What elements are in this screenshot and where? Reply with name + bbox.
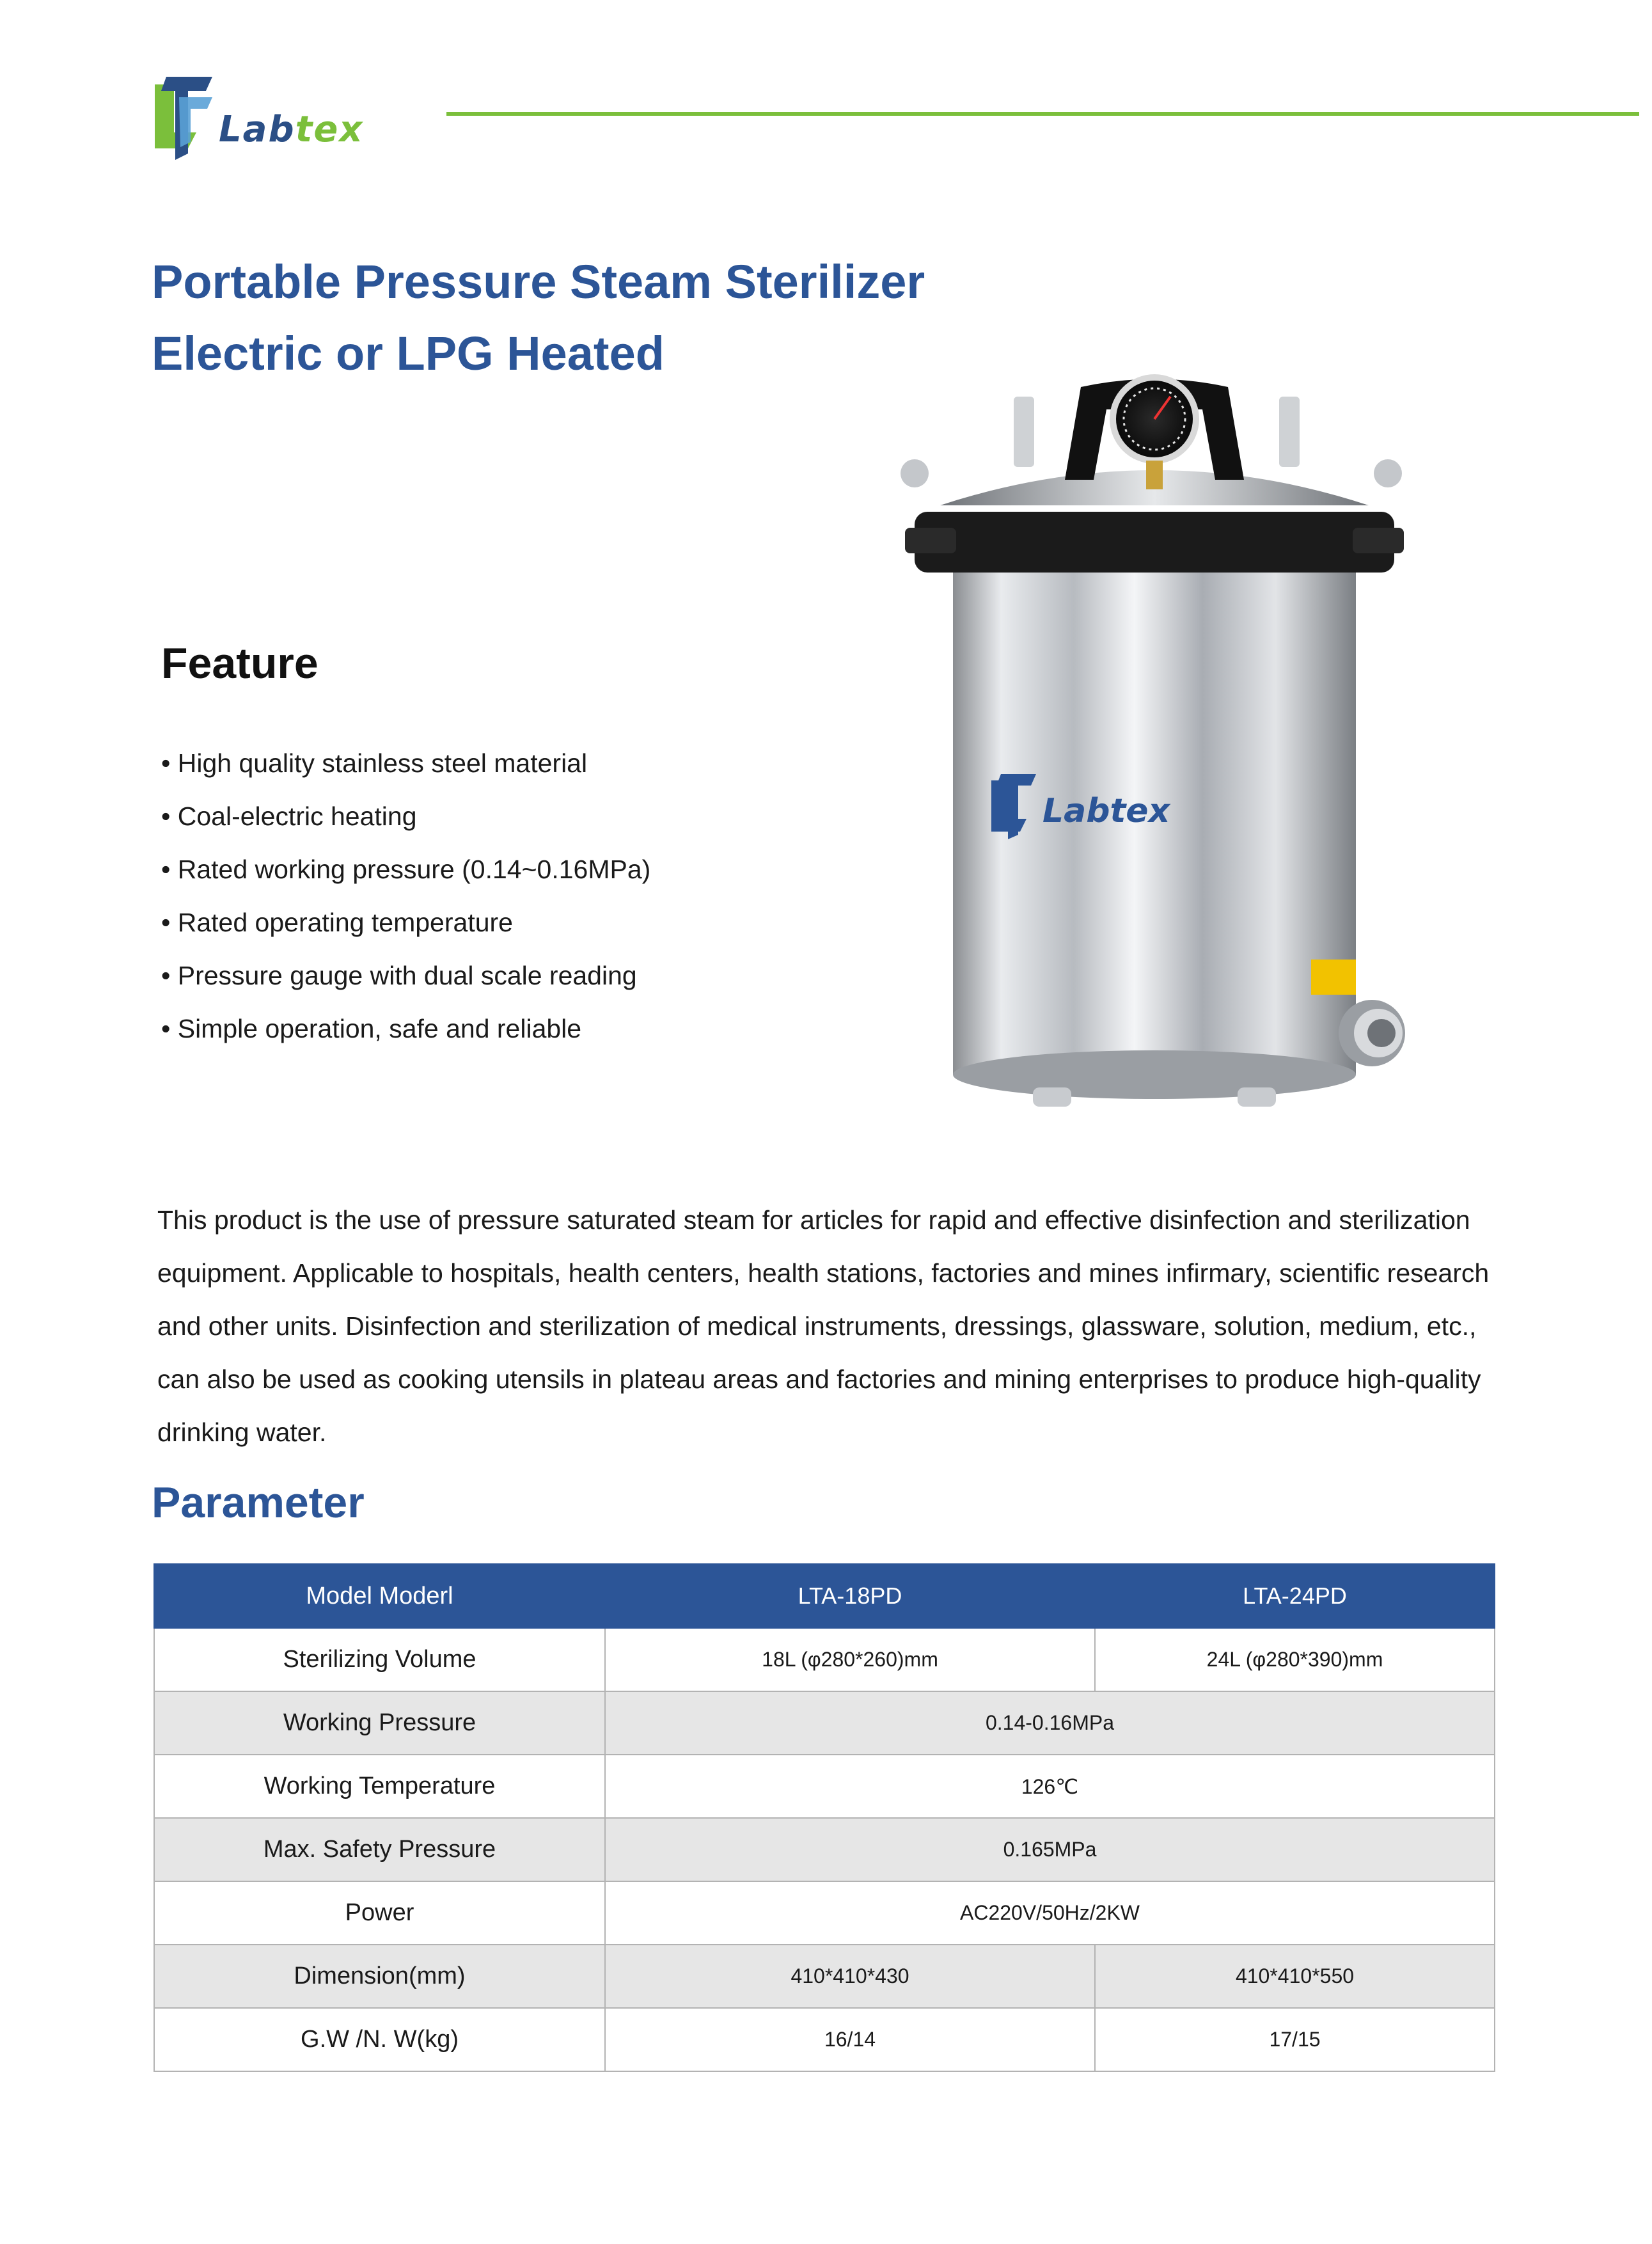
page-subtitle: Electric or LPG Heated (152, 327, 665, 380)
product-description: This product is the use of pressure saturated steam for articles for rapid and effective disinfection and sterilization equipment. Applicable to hospitals, health centers, health stations, factories and mines infirmary, scientific research and other units. Disinfection and sterilization of medical instruments, dressings, glassware, solution, medium, etc., can also be used as cooking utensils in plateau areas and factories and mining enterprises to produce high-quality drinking water. (157, 1205, 1490, 1447)
feature-item: • Rated operating temperature (161, 896, 650, 949)
row-label: G.W /N. W(kg) (154, 2008, 605, 2071)
row-value: 126℃ (605, 1755, 1495, 1818)
parameter-table (153, 1563, 1495, 2072)
row-value: 410*410*430 (605, 1945, 1095, 2008)
table-row (154, 1818, 1495, 1881)
table-row (154, 1628, 1495, 1691)
row-value: 0.165MPa (605, 1818, 1495, 1881)
feature-item: • Coal-electric heating (161, 790, 650, 843)
labtex-logo-mark-icon (148, 72, 219, 161)
table-header-row (154, 1564, 1495, 1628)
row-label: Working Pressure (154, 1691, 605, 1755)
feature-item: • High quality stainless steel material (161, 737, 650, 790)
row-value: 0.14-0.16MPa (605, 1691, 1495, 1755)
brand-wordmark-lab: Lab (219, 109, 295, 150)
sterilizer-illustration-icon (870, 371, 1433, 1126)
feature-item: • Rated working pressure (0.14~0.16MPa) (161, 843, 650, 896)
row-value: AC220V/50Hz/2KW (605, 1881, 1495, 1945)
sterilizer-logo-text: Labtex (1042, 792, 1170, 830)
brand-wordmark-tex: tex (295, 109, 364, 150)
parameter-heading: Parameter (152, 1478, 365, 1527)
row-label: Power (154, 1881, 605, 1945)
feature-item: • Pressure gauge with dual scale reading (161, 949, 650, 1002)
table-row (154, 1755, 1495, 1818)
feature-list (161, 737, 650, 1055)
table-row (154, 1691, 1495, 1755)
row-label: Dimension(mm) (154, 1945, 605, 2008)
brand-wordmark (219, 109, 363, 150)
row-value: 24L (φ280*390)mm (1095, 1628, 1495, 1691)
row-label: Sterilizing Volume (154, 1628, 605, 1691)
table-row (154, 2008, 1495, 2071)
brand-logo (148, 72, 379, 161)
header-divider (446, 112, 1639, 116)
row-value: 16/14 (605, 2008, 1095, 2071)
row-value: 410*410*550 (1095, 1945, 1495, 2008)
table-header-cell: LTA-24PD (1095, 1564, 1495, 1628)
page-title: Portable Pressure Steam Sterilizer (152, 255, 925, 308)
row-value: 17/15 (1095, 2008, 1495, 2071)
table-header-cell: Model Moderl (154, 1564, 605, 1628)
pressure-steam-sterilizer-image (870, 371, 1433, 1126)
table-row (154, 1945, 1495, 2008)
row-label: Working Temperature (154, 1755, 605, 1818)
table-row (154, 1881, 1495, 1945)
row-label: Max. Safety Pressure (154, 1818, 605, 1881)
row-value: 18L (φ280*260)mm (605, 1628, 1095, 1691)
table-header-cell: LTA-18PD (605, 1564, 1095, 1628)
feature-heading: Feature (161, 639, 319, 688)
feature-item: • Simple operation, safe and reliable (161, 1002, 650, 1055)
